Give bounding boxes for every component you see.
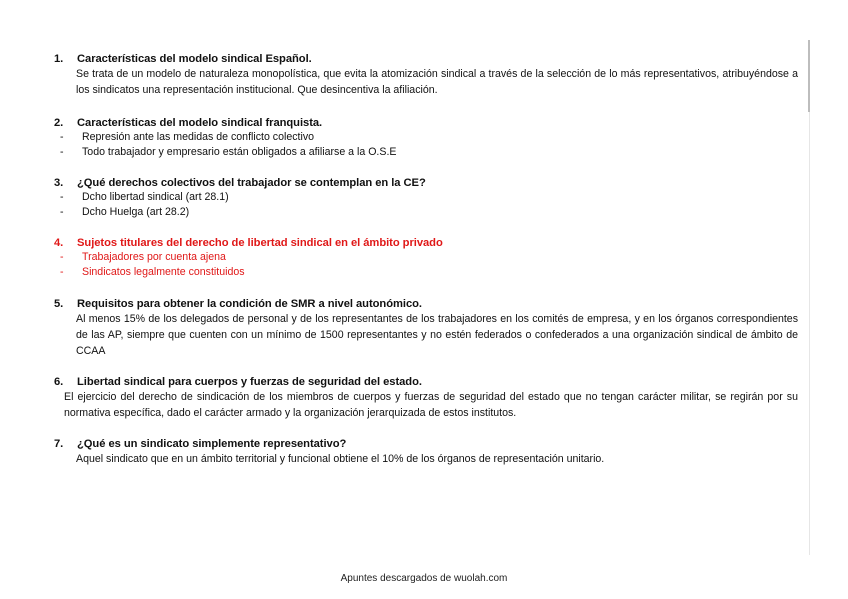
list-item: - Todo trabajador y empresario están obligados a afiliarse a la O.S.E <box>60 145 397 158</box>
section-number: 7. <box>54 438 64 450</box>
list-item: - Trabajadores por cuenta ajena <box>60 251 226 263</box>
bullet-list <box>60 190 798 219</box>
section-number: 2. <box>54 117 64 129</box>
list-item: - Dcho libertad sindical (art 28.1) <box>60 191 229 203</box>
section-3 <box>54 176 798 219</box>
bullet-list <box>60 130 798 159</box>
section-heading <box>54 52 798 66</box>
section-2 <box>54 116 798 159</box>
section-5 <box>54 297 798 359</box>
section-title: Sujetos titulares del derecho de libertad sindical en el ámbito privado <box>77 237 443 249</box>
section-paragraph: Se trata de un modelo de naturaleza monopolística, que evita la atomización sindical a través de la selección de lo más representativos, atribuyéndose a los sindicatos una representación institucional. Que desincentiva la afiliación. <box>76 68 798 96</box>
list-item: - Sindicatos legalmente constituidos <box>60 265 245 278</box>
section-7 <box>54 437 798 467</box>
section-paragraph: Al menos 15% de los delegados de personal y de los representantes de los trabajadores en los comités de empresa, y en los órganos correspondientes de las AP, siempre que cuenten con un mínimo de 1500 representantes y no estén federados o confederados a una organización sindical de ámbito de CCAA <box>76 313 798 357</box>
section-number: 1. <box>54 53 64 65</box>
section-heading <box>54 437 798 451</box>
section-title: Libertad sindical para cuerpos y fuerzas de seguridad del estado. <box>77 376 422 388</box>
list-item: - Dcho Huelga (art 28.2) <box>60 205 190 218</box>
footer-note: Apuntes descargados de wuolah.com <box>340 573 508 584</box>
section-heading <box>54 297 798 311</box>
document-body <box>54 52 798 467</box>
section-paragraph: El ejercicio del derecho de sindicación de los miembros de cuerpos y fuerzas de seguridad del estado que no tengan carácter militar, se regirán por su normativa específica, dado el carácter armado y la organización jerarquizada de estos institutos. <box>64 391 798 419</box>
section-title: ¿Qué es un sindicato simplemente representativo? <box>77 438 347 450</box>
section-heading <box>54 236 798 250</box>
section-title: Requisitos para obtener la condición de SMR a nivel autonómico. <box>77 298 422 310</box>
section-number: 3. <box>54 177 64 189</box>
section-number: 4. <box>54 237 64 249</box>
section-number: 6. <box>54 376 64 388</box>
section-number: 5. <box>54 298 64 310</box>
section-heading <box>54 116 798 130</box>
section-heading <box>54 375 798 389</box>
section-1 <box>54 52 798 98</box>
section-4 <box>54 236 798 279</box>
section-title: Características del modelo sindical franquista. <box>77 117 323 129</box>
section-title: ¿Qué derechos colectivos del trabajador se contemplan en la CE? <box>77 177 426 189</box>
section-paragraph: Aquel sindicato que en un ámbito territorial y funcional obtiene el 10% de los órganos de representación unitario. <box>76 453 605 465</box>
page-edge-divider <box>809 40 810 555</box>
section-heading <box>54 176 798 190</box>
bullet-list <box>60 250 798 279</box>
section-title: Características del modelo sindical Español. <box>77 53 312 65</box>
scrollbar-thumb[interactable] <box>808 40 810 112</box>
list-item: - Represión ante las medidas de conflicto colectivo <box>60 131 315 143</box>
section-6 <box>54 375 798 421</box>
